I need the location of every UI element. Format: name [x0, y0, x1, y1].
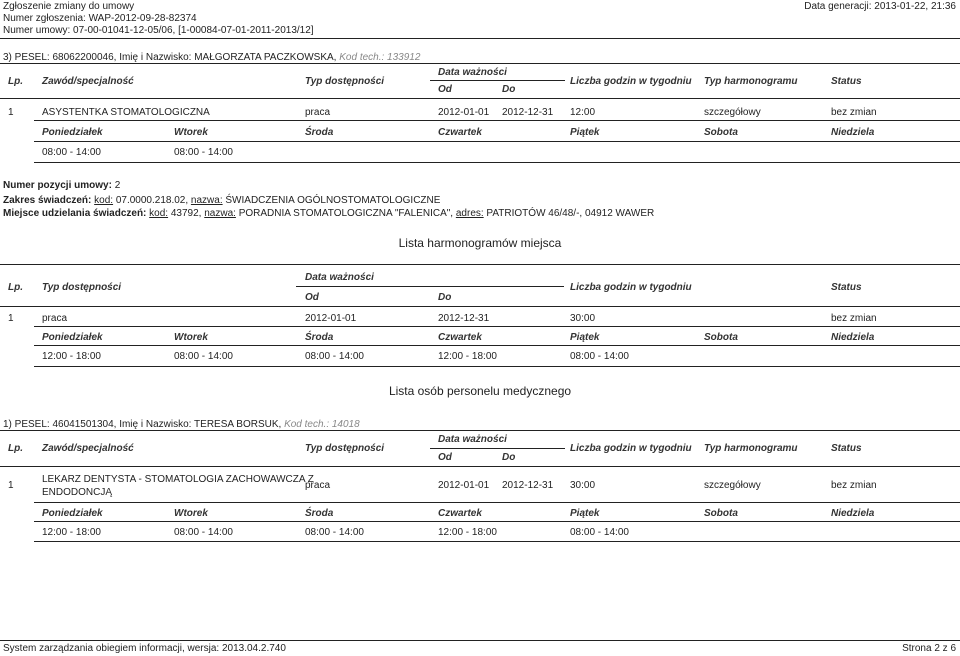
divider [430, 80, 565, 81]
day-thursday: Czwartek [438, 332, 482, 343]
divider [0, 264, 960, 265]
divider [34, 120, 960, 121]
divider [0, 430, 960, 431]
day-sunday: Niedziela [831, 332, 875, 343]
day-hours: 08:00 - 14:00 [174, 527, 233, 538]
person-1-identity: 1) PESEL: 46041501304, Imię i Nazwisko: TERESA BORSUK, [3, 419, 285, 430]
day-wednesday: Środa [305, 508, 334, 519]
row-schedule-type: szczegółowy [704, 480, 761, 491]
col-hours: Liczba godzin w tygodniu [570, 443, 692, 454]
person-3-identity: 3) PESEL: 68062200046, Imię i Nazwisko: MAŁGORZATA PACZKOWSKA, [3, 52, 340, 63]
scope-line [3, 195, 440, 207]
day-sunday: Niedziela [831, 508, 875, 519]
day-monday: Poniedziałek [42, 508, 103, 519]
row-specialty: ASYSTENTKA STOMATOLOGICZNA [42, 107, 210, 118]
col-hours: Liczba godzin w tygodniu [570, 282, 692, 293]
col-specialty: Zawód/specjalność [42, 443, 134, 454]
row-lp: 1 [8, 480, 14, 491]
place-label: Miejsce udzielania świadczeń: [3, 208, 150, 219]
scope-label: Zakres świadczeń: [3, 195, 95, 206]
day-hours: 08:00 - 14:00 [570, 527, 629, 538]
row-hours: 12:00 [570, 107, 596, 118]
col-schedule-type: Typ harmonogramu [704, 76, 798, 87]
divider [0, 98, 960, 99]
person-3-kod: Kod tech.: 133912 [339, 52, 421, 63]
day-hours: 12:00 - 18:00 [438, 527, 497, 538]
person-1-line [3, 419, 360, 431]
document-title: Zgłoszenie zmiany do umowy [3, 1, 135, 12]
position-number-label: Numer pozycji umowy: [3, 180, 115, 191]
day-monday: Poniedziałek [42, 127, 103, 138]
day-thursday: Czwartek [438, 127, 482, 138]
kod-label: kod: [149, 208, 169, 219]
col-validity: Data ważności [305, 272, 374, 283]
col-lp: Lp. [8, 443, 23, 454]
col-to: Do [502, 84, 516, 95]
row-status: bez zmian [831, 107, 877, 118]
col-status: Status [831, 443, 862, 454]
place-schedule-title: Lista harmonogramów miejsca [398, 236, 562, 250]
day-friday: Piątek [570, 508, 600, 519]
day-wednesday: Środa [305, 332, 334, 343]
day-friday: Piątek [570, 127, 600, 138]
scope-kod: 07.0000.218.02, [113, 195, 191, 206]
row-from: 2012-01-01 [438, 480, 490, 491]
divider [34, 345, 960, 346]
day-hours: 12:00 - 18:00 [42, 351, 101, 362]
row-access: praca [42, 313, 68, 324]
col-schedule-type: Typ harmonogramu [704, 443, 798, 454]
divider [430, 448, 565, 449]
day-saturday: Sobota [704, 332, 738, 343]
day-hours: 12:00 - 18:00 [42, 527, 101, 538]
divider [34, 141, 960, 142]
day-hours: 08:00 - 14:00 [42, 147, 101, 158]
day-wednesday: Środa [305, 127, 334, 138]
row-status: bez zmian [831, 313, 877, 324]
divider [34, 162, 960, 163]
day-sunday: Niedziela [831, 127, 875, 138]
day-tuesday: Wtorek [174, 127, 208, 138]
divider [0, 466, 960, 467]
row-specialty-cont: ENDODONCJĄ [42, 487, 113, 498]
divider [34, 366, 960, 367]
day-tuesday: Wtorek [174, 332, 208, 343]
generation-date: Data generacji: 2013-01-22, 21:36 [804, 1, 956, 12]
divider [34, 521, 960, 522]
day-hours: 08:00 - 14:00 [305, 527, 364, 538]
nazwa-label: nazwa: [190, 195, 223, 206]
place-adres: PATRIOTÓW 46/48/-, 04912 WAWER [483, 208, 655, 219]
day-monday: Poniedziałek [42, 332, 103, 343]
day-hours: 08:00 - 14:00 [570, 351, 629, 362]
divider [296, 286, 564, 287]
divider [34, 502, 960, 503]
header-divider [0, 38, 960, 39]
row-lp: 1 [8, 313, 14, 324]
position-number [3, 180, 120, 192]
row-status: bez zmian [831, 480, 877, 491]
row-from: 2012-01-01 [305, 313, 357, 324]
row-lp: 1 [8, 107, 14, 118]
row-hours: 30:00 [570, 480, 596, 491]
col-to: Do [438, 292, 452, 303]
day-tuesday: Wtorek [174, 508, 208, 519]
staff-list-title: Lista osób personelu medycznego [388, 384, 572, 398]
page-number: Strona 2 z 6 [902, 643, 956, 654]
person-1-kod: Kod tech.: 14018 [284, 419, 360, 430]
divider [0, 306, 960, 307]
place-kod: 43792, [168, 208, 205, 219]
col-validity: Data ważności [438, 434, 507, 445]
day-saturday: Sobota [704, 508, 738, 519]
row-specialty: LEKARZ DENTYSTA - STOMATOLOGIA ZACHOWAWCZA Z [42, 474, 314, 485]
col-validity: Data ważności [438, 67, 507, 78]
adres-label: adres: [455, 208, 484, 219]
document-header [3, 1, 314, 37]
day-saturday: Sobota [704, 127, 738, 138]
row-schedule-type: szczegółowy [704, 107, 761, 118]
col-access: Typ dostępności [42, 282, 122, 293]
col-from: Od [438, 452, 452, 463]
row-access: praca [305, 480, 331, 491]
divider [34, 326, 960, 327]
day-friday: Piątek [570, 332, 600, 343]
row-to: 2012-12-31 [438, 313, 490, 324]
request-number: Numer zgłoszenia: WAP-2012-09-28-82374 [3, 13, 197, 24]
nazwa-label: nazwa: [204, 208, 236, 219]
day-hours: 08:00 - 14:00 [174, 147, 233, 158]
divider [34, 541, 960, 542]
col-from: Od [438, 84, 452, 95]
day-thursday: Czwartek [438, 508, 482, 519]
day-hours: 08:00 - 14:00 [174, 351, 233, 362]
place-nazwa: PORADNIA STOMATOLOGICZNA "FALENICA", [235, 208, 456, 219]
row-from: 2012-01-01 [438, 107, 490, 118]
col-specialty: Zawód/specjalność [42, 76, 134, 87]
row-to: 2012-12-31 [502, 107, 554, 118]
contract-number: Numer umowy: 07-00-01041-12-05/06, [1-00084-07-01-2011-2013/12] [3, 25, 314, 36]
position-number-value: 2 [114, 180, 121, 191]
col-lp: Lp. [8, 282, 23, 293]
col-access: Typ dostępności [305, 76, 385, 87]
divider [0, 63, 960, 64]
scope-nazwa: ŚWIADCZENIA OGÓLNOSTOMATOLOGICZNE [222, 195, 441, 206]
col-access: Typ dostępności [305, 443, 385, 454]
footer-divider [0, 640, 960, 641]
row-access: praca [305, 107, 331, 118]
day-hours: 12:00 - 18:00 [438, 351, 497, 362]
col-from: Od [305, 292, 319, 303]
row-hours: 30:00 [570, 313, 596, 324]
col-status: Status [831, 282, 862, 293]
col-lp: Lp. [8, 76, 23, 87]
footer-system-info: System zarządzania obiegiem informacji, wersja: 2013.04.2.740 [3, 643, 286, 654]
day-hours: 08:00 - 14:00 [305, 351, 364, 362]
place-line [3, 208, 654, 220]
row-to: 2012-12-31 [502, 480, 554, 491]
col-to: Do [502, 452, 516, 463]
person-3-line [3, 52, 420, 64]
col-status: Status [831, 76, 862, 87]
col-hours: Liczba godzin w tygodniu [570, 76, 692, 87]
kod-label: kod: [94, 195, 114, 206]
